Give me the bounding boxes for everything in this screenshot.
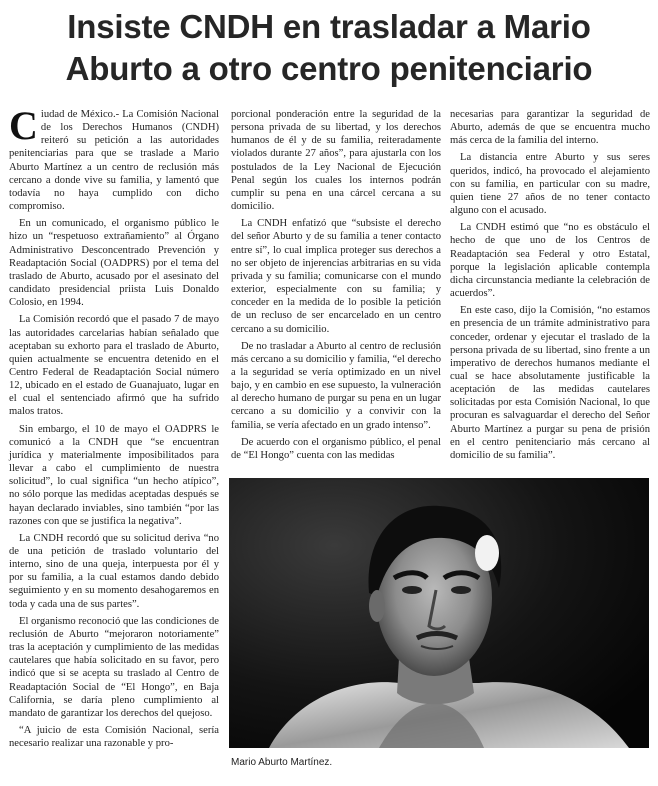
paragraph: necesarias para garantizar la seguridad de Aburto, además de que se encuentra mucho más cerca de la familia del interno.: [450, 109, 650, 147]
paragraph: La CNDH enfatizó que “subsiste el derecho del señor Aburto y de su familia a tener contacto entre sí”, lo cual implica proteger sus derechos a no ser objeto de injerencias arbitrarias en su vida privada y su familia; comunicarse con el mundo exterior, especialmente con su familia; y conceder en la medida de lo posible la petición de un recluso de ser encarcelado en un centro cercano a su domicilio.: [231, 218, 441, 335]
headline: [0, 6, 658, 90]
paragraph: “A juicio de esta Comisión Nacional, sería necesario realizar una razonable y pro-: [9, 725, 219, 750]
paragraph: La Comisión recordó que el pasado 7 de mayo las autoridades carcelarias habían señalado que aceptaban su exhorto para el traslado de Aburto, quien actualmente se encuentra detenido en el Centro Federal de Readaptación Social número 12, ubicado en el estado de Guanajuato, lugar en el cual el sentenciado afirmó que ha sufrido malos tratos.: [9, 314, 219, 418]
paragraph: De acuerdo con el organismo público, el penal de “El Hongo” cuenta con las medidas: [231, 436, 441, 461]
portrait-photo: [229, 478, 649, 748]
paragraph: La CNDH estimó que “no es obstáculo el hecho de que uno de los Centros de Readaptación sea Federal y otro Estatal, porque la legislación aplicable contempla dicha circunstancia mediante la celebración de acuerdos”.: [450, 222, 650, 300]
photo-caption: Mario Aburto Martínez.: [231, 757, 333, 768]
paragraph: En un comunicado, el organismo público le hizo un “respetuoso extrañamiento” al Órgano Administrativo Desconcentrado Prevención y Readaptación Social (OADPRS) por el tema del traslado de Aburto, acusado por el asesinato del candidato presidencial priista Luis Donaldo Colosio, en 1994.: [9, 218, 219, 309]
paragraph: porcional ponderación entre la seguridad de la persona privada de su libertad, y los derechos humanos de él y de su familia, reiteradamente violados durante 27 años”, para ajustarla con los postulados de la Ley Nacional de Ejecución Penal según los cuales los internos podrán cumplir su pena en una cárcel cercana a su domicilio.: [231, 109, 441, 213]
article-column-3: [450, 108, 650, 466]
headline-line-1: Insiste CNDH en trasladar a Mario: [67, 8, 591, 45]
drop-cap: C: [9, 103, 38, 148]
portrait-image: [229, 478, 649, 748]
paragraph: El organismo reconoció que las condiciones de reclusión de Aburto “mejoraron notoriamente” tras la aceptación y cumplimiento de las medidas cautelares que había solicitado en su favor, pero indicó que si se acepta su traslado al Centro de Readaptación Social de “El Hongo”, en Baja California, se daría pleno cumplimiento al mandato de garantizar los derechos del quejoso.: [9, 615, 219, 719]
paragraph: La distancia entre Aburto y sus seres queridos, indicó, ha provocado el alejamiento con su familia, en particular con su madre, quien tiene 27 años de no tener contacto alguno con el acusado.: [450, 152, 650, 217]
paragraph: De no trasladar a Aburto al centro de reclusión más cercano a su domicilio y familia, “el derecho a la seguridad se vería optimizado en un nivel bajo, y en cambio en ese supuesto, la vulneración al derecho humano de purgar su pena en un lugar cercano a su domicilio y a convivir con la familia, se vería afectado en un grado intenso”.: [231, 340, 441, 431]
paragraph: Sin embargo, el 10 de mayo el OADPRS le comunicó a la CNDH que “se encuentran jurídica y materialmente imposibilitados para llevar a cabo el cumplimiento de nuestra solicitud”, lo cual significa “un hecho atípico”, no sólo porque las medidas aceptadas después se hayan declarado inviables, sino también “por las razones con que se justifica la negativa”.: [9, 423, 219, 527]
article-column-2: [231, 108, 441, 466]
paragraph: En este caso, dijo la Comisión, “no estamos en presencia de un trámite administrativo para conceder, ordenar y ejecutar el traslado de la persona privada de su libertad, sino frente a un imperativo de derechos humanos mediante el cual se hace absolutamente justificable la aceptación de las medidas cautelares solicitadas por esta Comisión Nacional, lo que procuran es salvaguardar el derecho del Señor Aburto Martínez a purgar su pena de prisión en el centro penitenciario más cercano al domicilio de su familia”.: [450, 305, 650, 461]
article-column-1: [9, 103, 219, 754]
paragraph: Ciudad de México.- La Comisión Nacional de los Derechos Humanos (CNDH) reiteró su petición a las autoridades penitenciarias para que se traslade a Mario Aburto Martínez a un centro de reclusión más cercano a donde vive su familia, y lamentó que todavía no haya cumplido con dicho compromiso.: [9, 103, 219, 213]
paragraph: La CNDH recordó que su solicitud deriva “no de una petición de traslado voluntario del interno, sino de una queja, interpuesta por él y por su familia, a la cual estamos dando debido seguimiento y en su momento desahogaremos en toda y cada una de sus partes”.: [9, 532, 219, 610]
headline-line-2: Aburto a otro centro penitenciario: [65, 50, 593, 87]
